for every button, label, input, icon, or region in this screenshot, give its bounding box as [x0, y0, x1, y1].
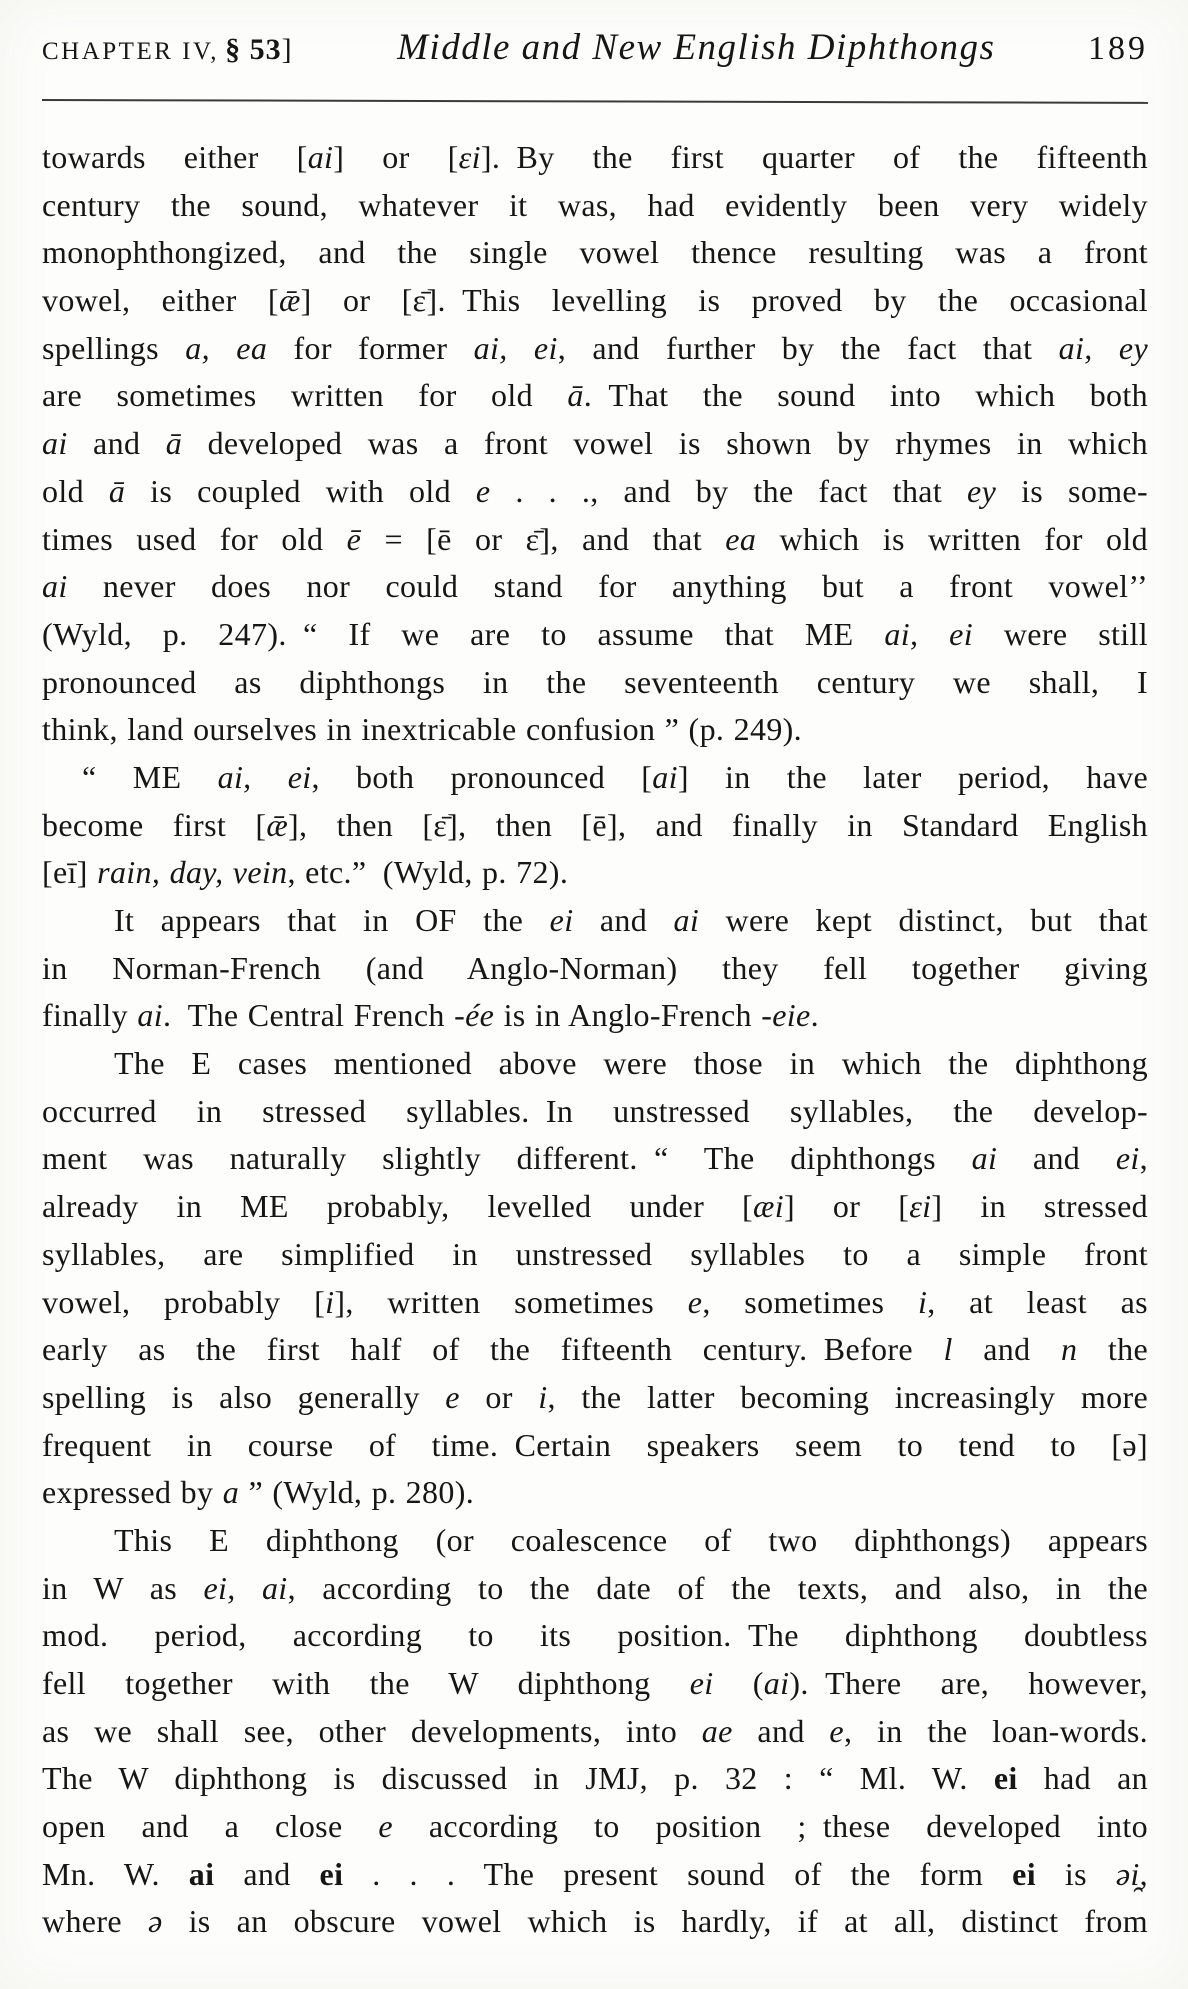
text-segment: ]. By the first quarter of the fifteenth — [480, 139, 1149, 175]
text-line — [42, 1374, 1148, 1422]
text-segment: is an obscure vowel which is hardly, if at all, distinct from — [162, 1903, 1148, 1940]
text-segment: e — [829, 1712, 844, 1749]
text-segment: are sometimes written for old — [42, 377, 568, 414]
text-segment: ], then [ε̄], then [ē], and finally in Standard English — [288, 806, 1148, 843]
text-segment: open and a close — [42, 1808, 379, 1845]
text-segment: ai — [673, 902, 700, 938]
text-segment: frequent in course of time. Certain speakers seem to tend to [ə] — [42, 1426, 1148, 1463]
text-segment: n — [1061, 1331, 1078, 1368]
text-segment: and — [997, 1140, 1116, 1177]
text-segment: , sometimes — [702, 1283, 918, 1320]
text-line — [42, 802, 1148, 850]
text-segment: e — [687, 1283, 703, 1320]
text-segment: ei — [1115, 1140, 1140, 1177]
text-segment: finally — [42, 997, 138, 1034]
text-segment: , and further by the fact that — [557, 329, 1059, 366]
text-segment: vowel, probably [ — [42, 1283, 326, 1320]
text-segment: the — [1077, 1331, 1149, 1368]
text-segment: century the sound, whatever it was, had evidently been very widely — [42, 186, 1148, 223]
text-segment: ai, ey — [1058, 329, 1149, 366]
text-line — [42, 277, 1148, 325]
text-line — [42, 372, 1148, 420]
text-segment: ei — [689, 1665, 714, 1701]
text-segment: i — [917, 1283, 928, 1320]
text-segment: i — [325, 1283, 335, 1320]
text-line — [42, 897, 1148, 945]
text-segment: were still — [972, 615, 1148, 652]
text-segment: Mn. W. — [42, 1855, 189, 1892]
text-line — [42, 1040, 1148, 1088]
text-segment: times used for old — [42, 520, 347, 557]
text-segment: in W as — [42, 1569, 204, 1606]
text-line — [42, 1708, 1148, 1756]
text-line — [42, 516, 1148, 564]
text-segment: ei — [549, 902, 574, 938]
text-line — [42, 229, 1148, 277]
text-segment: εi — [909, 1188, 932, 1225]
text-line — [42, 945, 1148, 993]
text-segment: occurred in stressed syllables. In unstressed syllables, the develop- — [42, 1092, 1148, 1129]
text-segment: ǣ — [266, 806, 289, 843]
text-segment: , at least as — [927, 1283, 1148, 1320]
running-title: Middle and New English Diphthongs — [397, 27, 996, 68]
text-segment: , etc.” (Wyld, p. 72). — [287, 854, 569, 891]
chapter-label: CHAPTER IV, — [42, 38, 220, 65]
text-segment: , — [1139, 1140, 1148, 1177]
text-segment: and — [573, 902, 674, 938]
text-line — [42, 1851, 1148, 1899]
text-segment: ai, ei — [473, 329, 558, 366]
text-line — [42, 754, 1148, 802]
text-line — [42, 1565, 1148, 1613]
text-line — [42, 563, 1148, 611]
text-segment: as we shall see, other developments, into — [42, 1712, 702, 1749]
text-segment: ē — [346, 520, 362, 557]
text-segment: ] or [ — [333, 139, 459, 175]
text-segment: ] in the later period, have — [677, 758, 1148, 795]
text-block — [42, 134, 1148, 1946]
text-segment: ] in stressed — [931, 1188, 1148, 1225]
text-segment: “ ME — [82, 758, 218, 795]
page-header — [42, 26, 1148, 84]
text-segment: ei — [1012, 1855, 1036, 1892]
text-segment: ei, ai — [203, 1569, 288, 1606]
text-segment: . The Central French — [162, 997, 455, 1034]
text-segment: a — [222, 1474, 240, 1511]
text-segment: had an — [1017, 1760, 1148, 1797]
text-segment: , in the loan-words. — [843, 1712, 1149, 1749]
text-line — [42, 1279, 1148, 1327]
text-segment: and — [732, 1712, 830, 1749]
text-line — [42, 659, 1148, 707]
text-line — [42, 1231, 1148, 1279]
text-segment: rain, day, vein — [97, 854, 288, 891]
text-segment: towards either [ — [42, 139, 308, 175]
text-segment: ai — [42, 568, 68, 605]
text-segment: were kept distinct, but that — [699, 902, 1148, 938]
text-segment: ai — [307, 139, 334, 175]
text-segment: never does nor could stand for anything but a front vowel’’ — [67, 568, 1148, 605]
text-line — [42, 1755, 1148, 1803]
text-segment: . That the sound into which both — [583, 377, 1148, 414]
text-segment: ] or [ — [783, 1188, 910, 1225]
text-segment: early as the first half of the fifteenth century. Before — [42, 1331, 944, 1368]
text-segment: ā — [165, 425, 183, 462]
text-segment: ( — [713, 1665, 764, 1701]
text-segment: , both pronounced [ — [311, 758, 653, 795]
text-segment: and — [952, 1331, 1061, 1368]
text-segment: in Norman-French (and Anglo-Norman) they fell together giving — [42, 949, 1148, 986]
text-segment: which is written for old — [756, 520, 1148, 557]
text-segment: is in Anglo-French — [494, 997, 762, 1034]
text-segment: ai, ei — [217, 758, 312, 795]
running-chapter — [42, 33, 293, 67]
text-segment: -ée — [454, 997, 495, 1034]
text-segment: pronounced as diphthongs in the seventeenth century we shall, I — [42, 663, 1148, 700]
text-segment: i — [538, 1378, 548, 1415]
text-segment: ai — [971, 1140, 998, 1177]
text-segment: ai — [42, 425, 68, 462]
text-line — [42, 1422, 1148, 1470]
text-segment: əi̯ — [1115, 1855, 1140, 1892]
text-segment: become first [ — [42, 806, 267, 843]
text-segment: l — [943, 1331, 953, 1368]
text-segment: , according to the date of the texts, and also, in the — [287, 1569, 1148, 1606]
text-segment: ai, ei — [884, 615, 973, 652]
text-line — [42, 1660, 1148, 1708]
text-segment: fell together with the W diphthong — [42, 1665, 690, 1701]
text-segment: ey — [967, 472, 997, 509]
text-segment: ). There are, however, — [789, 1665, 1149, 1701]
text-segment: ai — [763, 1665, 790, 1701]
text-segment: e — [475, 472, 491, 509]
text-line — [42, 611, 1148, 659]
text-segment: = [ē or ε̄], and that — [361, 520, 726, 557]
text-segment: ai — [188, 1855, 215, 1892]
text-segment: æi — [753, 1188, 784, 1225]
text-segment: is — [1035, 1855, 1116, 1892]
text-segment: The W diphthong is discussed in JMJ, p. 32 : “ Ml. W. — [42, 1760, 994, 1797]
text-line — [42, 1088, 1148, 1136]
text-segment: already in ME probably, levelled under [ — [42, 1188, 754, 1225]
text-segment: ” (Wyld, p. 280). — [239, 1474, 475, 1511]
text-segment: ai — [137, 997, 163, 1034]
text-line — [42, 468, 1148, 516]
text-segment: , the latter becoming increasingly more — [547, 1378, 1148, 1415]
text-segment: mod. period, according to its position. The diphthong doubtless — [42, 1617, 1148, 1654]
text-segment: The E cases mentioned above were those in which the diphthong — [114, 1045, 1148, 1082]
text-line — [42, 1898, 1148, 1946]
text-line — [42, 706, 1148, 754]
text-segment: , — [1139, 1855, 1149, 1892]
text-segment: according to position ; these developed into — [392, 1808, 1148, 1845]
text-segment: ai — [652, 758, 678, 795]
text-segment: ei — [993, 1760, 1018, 1797]
text-line — [42, 182, 1148, 230]
text-segment: is coupled with old — [125, 472, 476, 509]
text-line — [42, 1469, 1148, 1517]
text-segment: -eie — [761, 997, 811, 1034]
text-segment: ea — [725, 520, 757, 557]
text-segment: spellings — [42, 329, 186, 366]
text-line — [42, 134, 1148, 182]
text-segment: e — [445, 1378, 460, 1415]
section-number: § 53 — [225, 33, 282, 66]
text-segment: . . . The present sound of the form — [343, 1855, 1013, 1892]
text-segment: It appears that in OF the — [114, 902, 550, 938]
text-segment: ae — [701, 1712, 733, 1749]
text-line — [42, 325, 1148, 373]
text-line — [42, 1612, 1148, 1660]
text-segment: is some- — [996, 472, 1148, 509]
page-number: 189 — [1088, 30, 1148, 67]
text-segment: ment was naturally slightly different. “ The diphthongs — [42, 1140, 972, 1177]
text-line — [42, 849, 1148, 897]
text-line — [42, 420, 1148, 468]
text-segment: ei — [319, 1855, 344, 1892]
text-segment: old — [42, 472, 109, 509]
text-segment: This E diphthong (or coalescence of two diphthongs) appears — [114, 1521, 1148, 1558]
text-segment: (Wyld, p. 247). “ If we are to assume that ME — [42, 615, 885, 652]
text-segment: think, land ourselves in inextricable confusion ” (p. 249). — [42, 711, 803, 748]
text-line — [42, 1326, 1148, 1374]
text-segment: and — [67, 425, 166, 462]
text-segment: [eī] — [42, 854, 98, 891]
text-segment: syllables, are simplified in unstressed syllables to a simple front — [42, 1235, 1148, 1272]
text-line — [42, 992, 1148, 1040]
text-line — [42, 1803, 1148, 1851]
text-segment: ], written sometimes — [334, 1283, 688, 1320]
text-segment: spelling is also generally — [42, 1378, 446, 1415]
text-segment: a, ea — [185, 329, 268, 366]
text-segment: expressed by — [42, 1474, 223, 1511]
text-segment: where — [42, 1903, 148, 1940]
text-line — [42, 1135, 1148, 1183]
text-segment: ǣ — [278, 282, 301, 319]
text-segment: ə — [147, 1903, 163, 1940]
text-segment: . — [810, 997, 819, 1034]
text-segment: vowel, either [ — [42, 282, 279, 319]
header-rule — [42, 99, 1148, 104]
text-line — [42, 1517, 1148, 1565]
text-segment: εi — [458, 139, 481, 175]
text-segment: ] or [ε̄]. This levelling is proved by the occasional — [300, 282, 1149, 319]
text-segment: ā — [567, 377, 584, 414]
text-segment: e — [378, 1808, 393, 1845]
text-segment: monophthongized, and the single vowel thence resulting was a front — [42, 234, 1148, 271]
text-segment: and — [214, 1855, 320, 1892]
text-segment: developed was a front vowel is shown by rhymes in which — [182, 425, 1148, 462]
section-bracket: ] — [281, 33, 293, 66]
text-line — [42, 1183, 1148, 1231]
text-segment: . . ., and by the fact that — [490, 472, 968, 509]
text-segment: for former — [267, 329, 474, 366]
text-segment: ā — [108, 472, 126, 509]
text-segment: or — [459, 1378, 539, 1415]
